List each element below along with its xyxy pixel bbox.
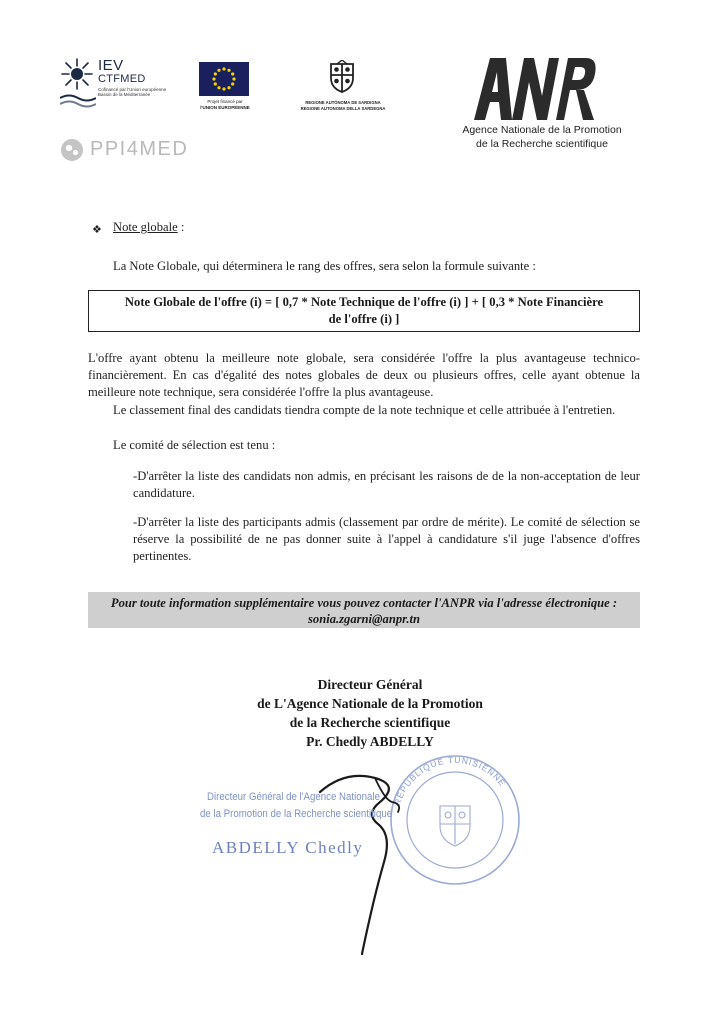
section-heading-text: Note globale [113,220,178,234]
formula-line2: de l'offre (i) ] [328,312,400,326]
svg-text:REPUBLIQUE TUNISIENNE [392,755,508,807]
ppi4med-label: PPI4MED [90,138,189,160]
eu-caption [197,99,253,111]
sardinia-crest-icon [328,60,356,94]
ppi4med-gear-icon [60,138,84,162]
contact-box [88,592,640,628]
formula-line1: Note Globale de l'offre (i) = [ 0,7 * Note Technique de l'offre (i) ] + [ 0,3 * Note Financière [124,295,604,309]
section-heading-suffix: : [177,220,185,234]
section-heading [113,219,184,236]
wave-icon [60,92,96,108]
iev-subtitle: Cofinancé par l'Union européenne Bassin de la Méditerranée [98,87,167,97]
eu-caption-line1: Projet financé par [207,99,243,104]
paragraph-ranking: L'offre ayant obtenu la meilleure note globale, sera considérée l'offre la plus avantageuse technico-financièrement. En cas d'égalité des notes globales de deux ou plusieurs offres, celle ayant obtenue la meilleure note technique, sera considérée l'offre la plus avantageuse. [88,351,640,399]
stamp-name: ABDELLY Chedly [212,838,364,857]
anpr-caption-line2: de la Recherche scientifique [476,138,608,150]
sardinia-caption-line2: REGIONE AUTONOMA DELLA SARDEGNA [300,106,386,111]
paragraph-committee: Le comité de sélection est tenu : [113,438,276,452]
formula-box [88,290,640,332]
list-item: -D'arrêter la liste des candidats non admis, en précisant les raisons de de la non-acceptation de leur candidature. [133,469,640,500]
contact-line1: Pour toute information supplémentaire vous pouvez contacter l'ANPR via l'adresse électronique : [110,596,618,610]
sardinia-caption-line1: REGIONE AUTÓNOMA DE SARDIGNA [305,100,381,105]
contact-email[interactable]: sonia.zgarni@anpr.tn [308,612,420,626]
anpr-caption [462,123,622,151]
list-item: -D'arrêter la liste des participants admis (classement par ordre de mérite). Le comité de sélection se réserve la possibilité de ne pas donner suite à l'appel à candidature s'il juge l'absence d'offres pertinentes. [133,515,640,563]
sun-icon [60,57,94,91]
signature-name: Pr. Chedly ABDELLY [306,734,434,749]
anpr-logo [472,52,602,124]
eu-caption-line2: l'UNION EUROPÉENNE [200,105,250,110]
seal-text: REPUBLIQUE TUNISIENNE [392,754,508,807]
signature-title: Directeur Général [317,677,423,692]
iev-program: CTFMED [98,73,146,85]
signature-org-line1: de L'Agence Nationale de la Promotion [257,696,483,711]
sardinia-caption [296,100,390,112]
stamp-line2: de la Promotion de la Recherche scientifique [200,808,393,820]
iev-title: IEV [98,57,124,74]
signature-org-line2: de la Recherche scientifique [289,715,451,730]
intro-text: La Note Globale, qui déterminera le rang des offres, sera selon la formule suivante : [113,259,536,273]
eu-flag-icon [199,62,249,96]
bullet-icon: ❖ [92,224,102,236]
stamp-line1: Directeur Général de l'Agence Nationale [207,791,380,803]
anpr-caption-line1: Agence Nationale de la Promotion [462,124,622,136]
paragraph-final-classification: Le classement final des candidats tiendra compte de la note technique et celle attribuée à l'entretien. [113,403,616,417]
